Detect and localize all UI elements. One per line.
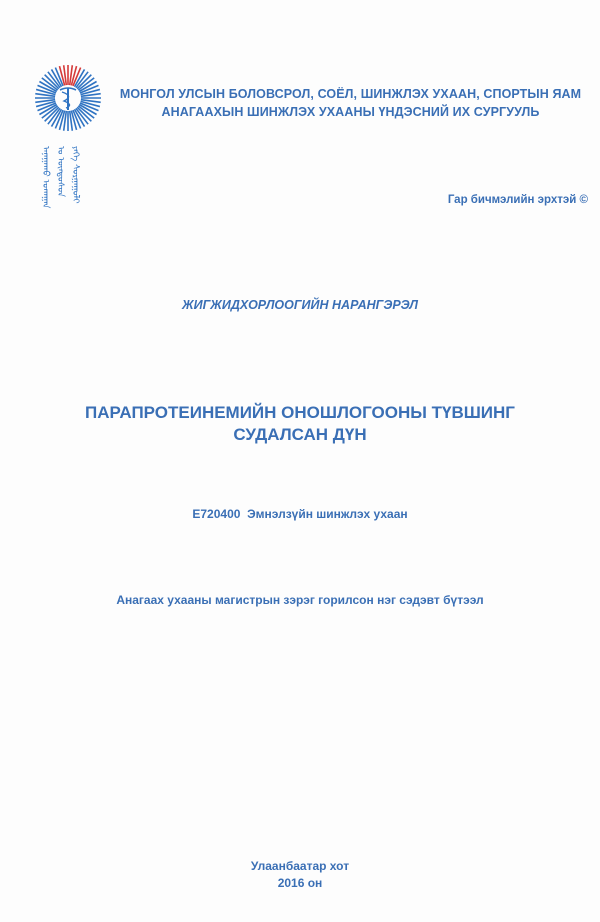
header-institutions [108,85,593,121]
caduceus-icon [60,88,76,110]
mongol-script-line-1: ᠠᠨᠠᠭᠠᠬᠤ ᠤᠬᠠᠭᠠᠨ [40,146,50,209]
ministry-name: МОНГОЛ УЛСЫН БОЛОВСРОЛ, СОЁЛ, ШИНЖЛЭХ УХААН, СПОРТЫН ЯАМ [119,87,582,101]
place-and-year [0,858,600,892]
thesis-title-line-2: СУДАЛСАН ДҮН [233,425,367,444]
mongol-script-line-3: ᠶᠡᠬᠡ ᠰᠤᠷᠭᠠᠭᠤᠯᠢ [70,146,80,204]
city: Улаанбаатар хот [250,859,350,873]
specialty-code: E720400 Эмнэлзүйн шинжлэх ухаан [192,507,408,521]
year: 2016 он [277,876,323,890]
thesis-title-line-1: ПАРАПРОТЕИНЕМИЙН ОНОШЛОГООНЫ ТҮВШИНГ [85,403,515,422]
degree-description: Анагаах ухааны магистрын зэрэг горилсон нэг сэдэвт бүтээл [116,593,484,607]
mongol-script-line-2: ᠤ ᠦᠨᠳᠦᠰᠦᠨ [55,146,65,197]
university-logo [28,58,106,258]
university-name: АНАГААХЫН ШИНЖЛЭХ УХААНЫ ҮНДЭСНИЙ ИХ СУРГУУЛЬ [161,105,540,119]
copyright-notice: Гар бичмэлийн эрхтэй © [447,194,588,206]
thesis-title [0,402,600,446]
mongol-script-text [40,146,80,208]
author-name: ЖИГЖИДХОРЛООГИЙН НАРАНГЭРЭЛ [182,298,418,312]
